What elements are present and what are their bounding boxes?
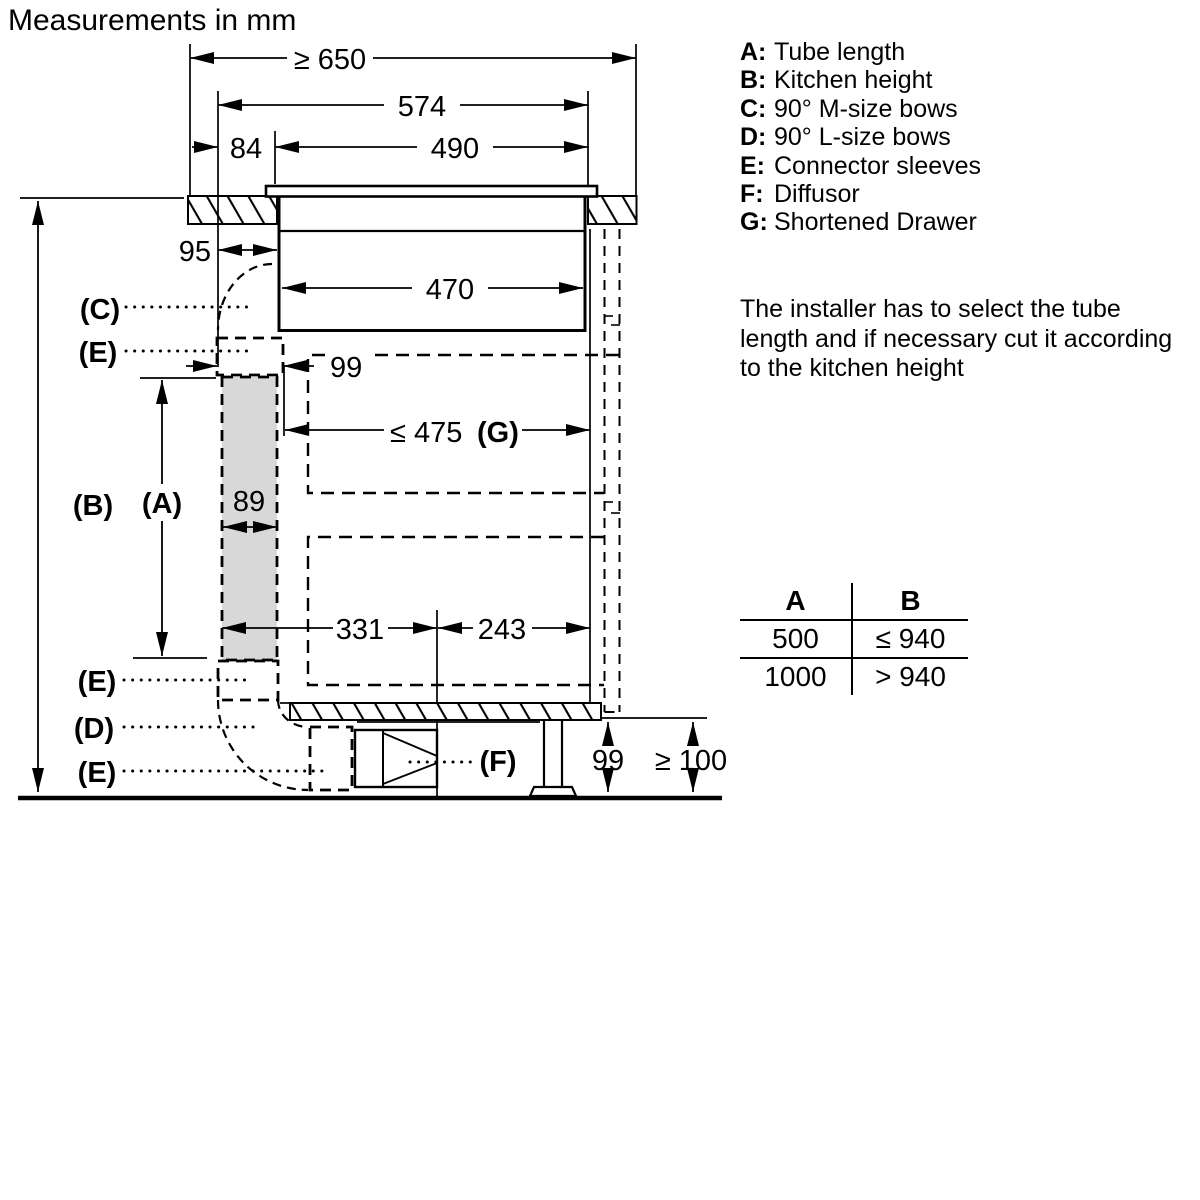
callout-f-diffusor: (F) bbox=[479, 746, 517, 778]
dim-bottom-left: 331 bbox=[335, 614, 385, 646]
legend-key: E: bbox=[740, 151, 765, 180]
dim-sleeve-width: 99 bbox=[330, 352, 363, 384]
duct-joints bbox=[604, 316, 620, 513]
connector-sleeve-horizontal bbox=[310, 727, 352, 790]
callout-b-kitchen-height: (B) bbox=[72, 490, 114, 522]
legend-item-e bbox=[740, 152, 981, 180]
installer-note: The installer has to select the tube length and if necessary cut it according to the kitchen height bbox=[740, 295, 1173, 382]
table-cell-a2: 1000 bbox=[740, 659, 853, 695]
cabinet-bottom-panel bbox=[290, 703, 601, 720]
table-header-b: B bbox=[853, 583, 968, 621]
diffusor bbox=[355, 730, 437, 787]
dim-tube-width: 89 bbox=[232, 486, 266, 518]
legend-key: B: bbox=[740, 66, 767, 95]
callout-leaders bbox=[124, 307, 472, 771]
dim-floor-clearance: ≥ 100 bbox=[654, 745, 728, 777]
tube bbox=[222, 377, 277, 660]
dim-glass-width: 490 bbox=[430, 133, 480, 165]
lower-drawer-outline bbox=[308, 537, 604, 685]
legend-label: 90° M-size bows bbox=[774, 94, 958, 123]
dim-drawer-depth: ≤ 475 bbox=[390, 417, 463, 449]
connector-sleeve-top bbox=[217, 338, 283, 375]
legend-key: F: bbox=[740, 180, 764, 209]
table-cell-a1: 500 bbox=[740, 621, 853, 659]
exhaust-duct bbox=[605, 229, 620, 712]
callout-e-sleeve-horizontal: (E) bbox=[77, 757, 117, 789]
dim-drawer-ref: (G) bbox=[477, 417, 519, 449]
legend-key: C: bbox=[740, 94, 767, 123]
dim-body-width: 470 bbox=[425, 274, 475, 306]
callout-a-tube-length: (A) bbox=[141, 488, 183, 520]
legend-key: D: bbox=[740, 123, 767, 152]
bow-c-m-size bbox=[218, 264, 272, 330]
cabinet-foot bbox=[530, 720, 576, 796]
dim-bottom-right: 243 bbox=[477, 614, 527, 646]
table-cell-b1: ≤ 940 bbox=[853, 621, 968, 659]
callout-d-bow-l: (D) bbox=[73, 713, 115, 745]
tube-length-table bbox=[740, 583, 968, 695]
callout-e-sleeve-bottom: (E) bbox=[77, 666, 117, 698]
legend-label: Shortened Drawer bbox=[774, 208, 977, 237]
legend-label: 90° L-size bows bbox=[774, 123, 951, 152]
dimension-lines bbox=[38, 58, 693, 792]
callout-c-bow-m: (C) bbox=[79, 294, 121, 326]
worktop-left bbox=[188, 196, 277, 224]
legend-label: Connector sleeves bbox=[774, 151, 982, 180]
table-cell-b2: > 940 bbox=[875, 661, 946, 692]
dim-left-inset: 84 bbox=[229, 133, 263, 165]
hob-glass bbox=[266, 186, 597, 197]
dim-hob-width: 574 bbox=[397, 91, 447, 123]
legend-item-g bbox=[740, 208, 981, 236]
legend-label: Tube length bbox=[774, 38, 906, 66]
legend-label: Kitchen height bbox=[774, 66, 933, 95]
dim-plinth-height: 99 bbox=[591, 745, 625, 777]
legend-item-d bbox=[740, 123, 981, 151]
legend-item-a bbox=[740, 38, 981, 66]
dim-niche-width: ≥ 650 bbox=[293, 44, 367, 76]
legend-item-f bbox=[740, 180, 981, 208]
legend-item-c bbox=[740, 95, 981, 123]
legend bbox=[740, 38, 981, 237]
table-header-a: A bbox=[740, 583, 853, 621]
legend-item-b bbox=[740, 66, 981, 94]
hob-body bbox=[279, 196, 585, 331]
legend-key: G: bbox=[740, 208, 768, 237]
legend-key: A: bbox=[740, 38, 767, 66]
worktop-right bbox=[588, 196, 637, 224]
installation-diagram bbox=[0, 0, 740, 820]
dim-left-offset: 95 bbox=[178, 236, 211, 268]
callout-e-sleeve-top: (E) bbox=[78, 337, 118, 369]
legend-label: Diffusor bbox=[774, 180, 860, 209]
page-title: Measurements in mm bbox=[8, 4, 297, 37]
